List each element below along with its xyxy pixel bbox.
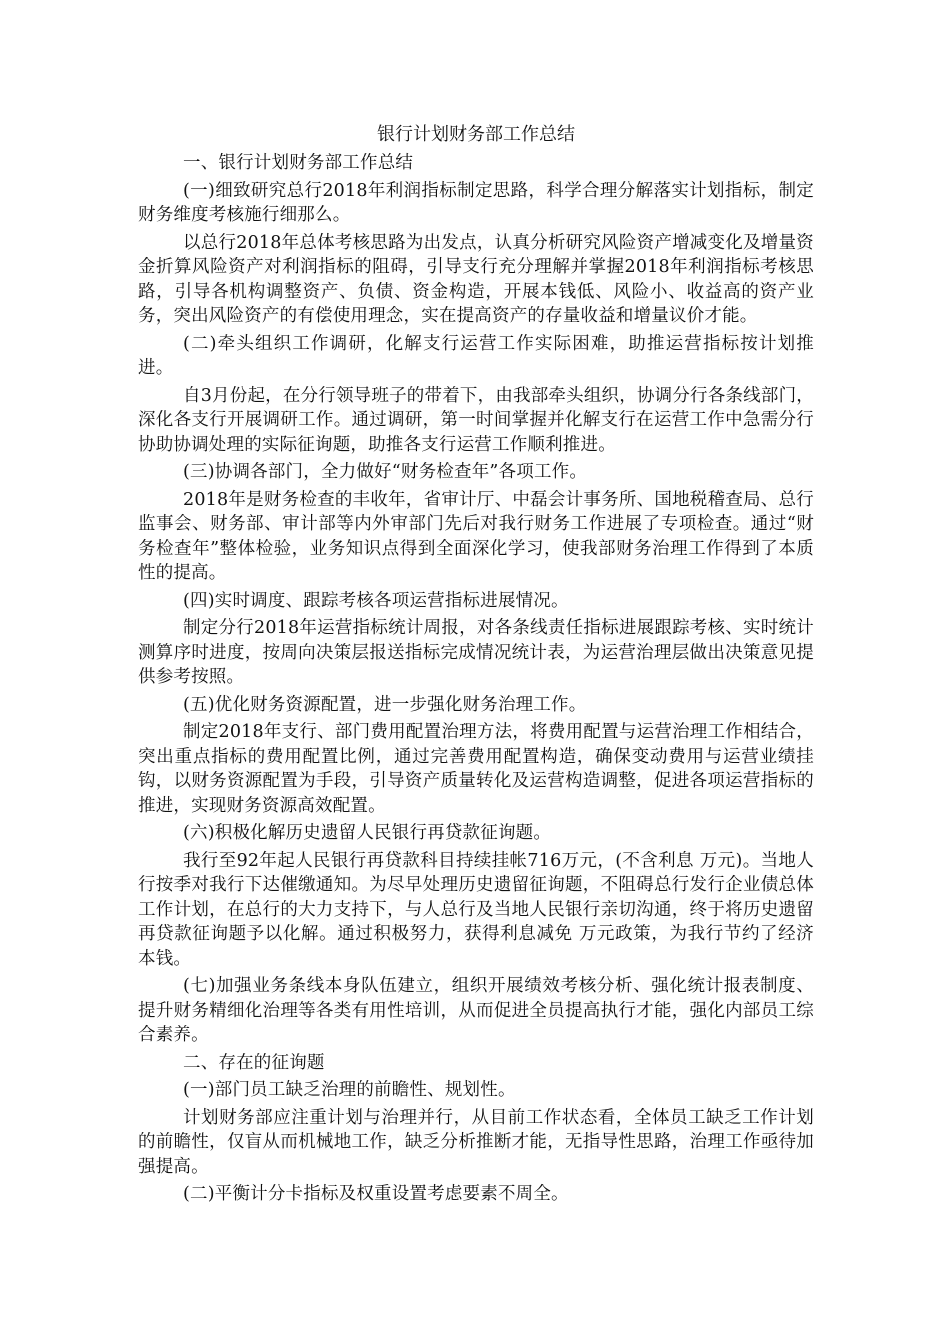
document-page [138, 122, 814, 1210]
subheading-4: (四)实时调度、跟踪考核各项运营指标进展情况。 [183, 590, 569, 611]
body-paragraph: 2018年是财务检查的丰收年，省审计厅、中磊会计事务所、国地税稽查局、总行监事会、财务部、审计部等内外审部门先后对我行财务工作进展了专项检查。通过“财务检查年”整体检验，业务知识点得到全面深化学习，使我部财务治理工作得到了本质性的提高。 [138, 489, 814, 583]
subheading-2: (二)牵头组织工作调研，化解支行运营工作实际困难，助推运营指标按计划推进。 [138, 333, 814, 378]
body-paragraph: 我行至92年起人民银行再贷款科目持续挂帐716万元，(不含利息 万元)。当地人行按季对我行下达催缴通知。为尽早处理历史遗留征询题，不阻碍总行发行企业债总体工作计划，在总行的大力支持下，与人总行及当地人民银行亲切沟通，终于将历史遗留再贷款征询题予以化解。通过积极努力，获得利息减免 万元政策，为我行节约了经济本钱。 [138, 850, 814, 969]
subheading-9: (二)平衡计分卡指标及权重设置考虑要素不周全。 [183, 1184, 569, 1204]
body-paragraph: 制定2018年支行、部门费用配置治理方法，将费用配置与运营治理工作相结合，突出重点指标的费用配置比例，通过完善费用配置构造，确保变动费用与运营业绩挂钩，以财务资源配置为手段，引导资产质量转化及运营构造调整，促进各项运营指标的推进，实现财务资源高效配置。 [138, 722, 814, 816]
body-paragraph: 计划财务部应注重计划与治理并行，从目前工作状态看，全体员工缺乏工作计划的前瞻性，仅盲从而机械地工作，缺乏分析推断才能，无指导性思路，治理工作亟待加强提高。 [138, 1107, 814, 1177]
body-paragraph: 自3月份起，在分行领导班子的带着下，由我部牵头组织，协调分行各条线部门，深化各支行开展调研工作。通过调研，第一时间掌握并化解支行在运营工作中急需分行协助协调处理的实际征询题，助推各支行运营工作顺利推进。 [138, 385, 814, 455]
subheading-8: (一)部门员工缺乏治理的前瞻性、规划性。 [183, 1080, 516, 1100]
subheading-7: (七)加强业务条线本身队伍建立，组织开展绩效考核分析、强化统计报表制度、提升财务精细化治理等各类有用性培训，从而促进全员提高执行才能，强化内部员工综合素养。 [138, 976, 814, 1045]
heading-section-2: 二、存在的征询题 [183, 1052, 325, 1073]
subheading-5: (五)优化财务资源配置，进一步强化财务治理工作。 [183, 694, 587, 715]
heading-section-1: 一、银行计划财务部工作总结 [183, 153, 414, 173]
subheading-3: (三)协调各部门，全力做好“财务检查年”各项工作。 [183, 462, 588, 482]
subheading-6: (六)积极化解历史遗留人民银行再贷款征询题。 [183, 823, 552, 843]
subheading-1: (一)细致研究总行2018年利润指标制定思路，科学合理分解落实计划指标，制定财务维度考核施行细那么。 [138, 180, 814, 225]
body-paragraph: 以总行2018年总体考核思路为出发点，认真分析研究风险资产增减变化及增量资金折算风险资产对利润指标的阻碍，引导支行充分理解并掌握2018年利润指标考核思路，引导各机构调整资产、负债、资金构造，开展本钱低、风险小、收益高的资产业务，突出风险资产的有偿使用理念，实在提高资产的存量收益和增量议价才能。 [138, 232, 814, 326]
document-title: 银行计划财务部工作总结 [377, 124, 575, 145]
body-paragraph: 制定分行2018年运营指标统计周报，对各条线责任指标进展跟踪考核、实时统计测算序时进度，按周向决策层报送指标完成情况统计表，为运营治理层做出决策意见提供参考按照。 [138, 618, 814, 687]
